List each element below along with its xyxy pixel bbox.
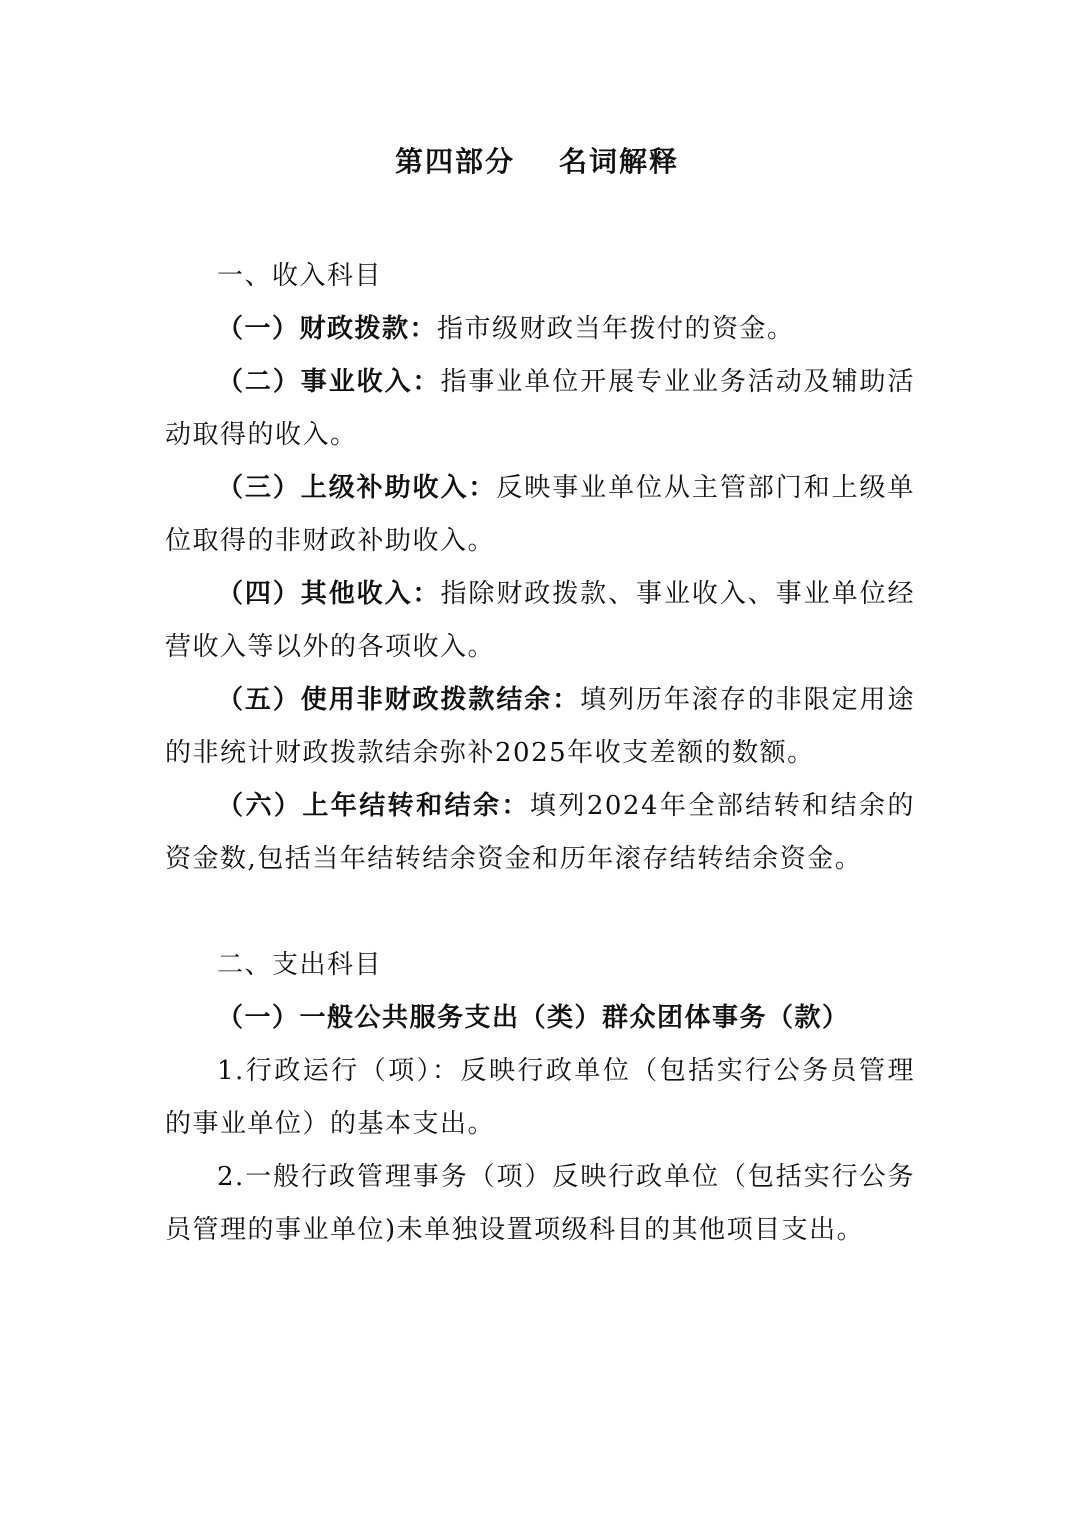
income-item-6	[165, 780, 915, 886]
document-body	[165, 250, 915, 1257]
title-name: 名词解释	[559, 145, 680, 178]
income-item-label: （三）上级补助收入：	[217, 473, 497, 503]
income-item-5	[165, 674, 915, 780]
expense-subheading-text: （一）一般公共服务支出（类）群众团体事务（款）	[217, 1003, 850, 1033]
income-item-label: （六）上年结转和结余：	[217, 791, 530, 821]
income-item-text: 指事业单位开展专业业务活动及辅助活动取得的收入。	[165, 367, 915, 450]
income-item-label: （四）其他收入：	[217, 579, 441, 609]
income-item-2	[165, 356, 915, 462]
income-item-label: （一）财政拨款：	[217, 314, 438, 344]
income-item-text: 指市级财政当年拨付的资金。	[437, 314, 795, 344]
income-item-text: 填列历年滚存的非限定用途的非统计财政拨款结余弥补2025年收支差额的数额。	[165, 685, 915, 768]
income-item-text: 填列2024年全部结转和结余的资金数,包括当年结转结余资金和历年滚存结转结余资金。	[165, 791, 915, 874]
expense-heading: 二、支出科目	[217, 950, 383, 980]
expense-subheading	[165, 992, 915, 1045]
expense-item-1: 1.行政运行（项）：反映行政单位（包括实行公务员管理的事业单位）的基本支出。	[165, 1056, 915, 1139]
income-item-1	[165, 303, 915, 356]
income-item-4	[165, 568, 915, 674]
income-heading: 一、收入科目	[217, 261, 383, 291]
income-item-text: 指除财政拨款、事业收入、事业单位经营收入等以外的各项收入。	[165, 579, 915, 662]
income-item-3	[165, 462, 915, 568]
income-item-label: （二）事业收入：	[217, 367, 441, 397]
expense-item-2: 2.一般行政管理事务（项）反映行政单位（包括实行公务员管理的事业单位)未单独设置项级科目的其他项目支出。	[165, 1162, 915, 1245]
page-title	[0, 140, 1074, 180]
income-item-text: 反映事业单位从主管部门和上级单位取得的非财政补助收入。	[165, 473, 915, 556]
title-part: 第四部分	[394, 145, 515, 178]
income-item-label: （五）使用非财政拨款结余：	[217, 685, 581, 715]
